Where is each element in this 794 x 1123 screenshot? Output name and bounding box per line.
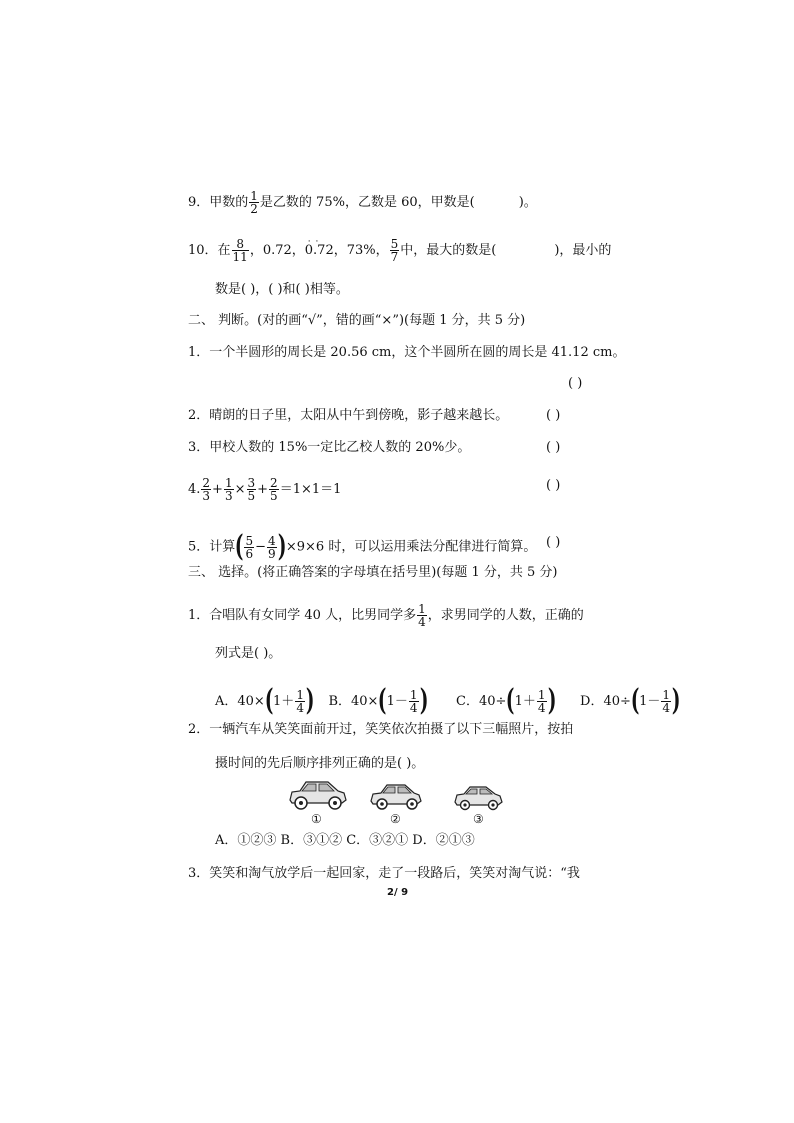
page-number: 2/ 9 bbox=[387, 887, 409, 898]
section-3-heading: 三、 选择。(将正确答案的字母填在括号里)(每题 1 分，共 5 分) bbox=[188, 565, 558, 580]
judge-item-3: 3．甲校人数的 15%一定比乙校人数的 20%少。 bbox=[188, 440, 471, 455]
option-b[interactable]: B．40×(1－ $\frac{1}{4}$ ) bbox=[328, 683, 428, 718]
fraction: $\frac{2}{3}$ bbox=[202, 476, 211, 503]
fraction: $\frac{4}{9}$ bbox=[268, 533, 276, 561]
fraction: $\frac{5}{6}$ bbox=[245, 533, 254, 561]
choice-q1-options bbox=[215, 683, 681, 718]
left-paren: ( bbox=[235, 529, 244, 564]
question-9: 9．甲数的 $\frac{1}{2}$ 是乙数的 75%，乙数是 60，甲数是( )。 bbox=[188, 189, 537, 216]
option-a[interactable]: A．40×(1＋ $\frac{1}{4}$ ) bbox=[215, 683, 315, 718]
fraction: $\frac{2}{5}$ bbox=[270, 476, 278, 503]
answer-paren[interactable]: ( ) bbox=[546, 535, 561, 550]
choice-q1: 1．合唱队有女同学 40 人，比男同学多 $\frac{1}{4}$ ，求男同学的人数，正确的 bbox=[188, 602, 584, 629]
option-d[interactable]: D．40÷(1－ $\frac{1}{4}$ ) bbox=[580, 683, 681, 718]
answer-paren[interactable]: ( ) bbox=[546, 408, 561, 423]
fraction: $\frac{1}{3}$ bbox=[224, 476, 233, 503]
judge-item-2: 2．晴朗的日子里，太阳从中午到傍晚，影子越来越长。 bbox=[188, 408, 509, 423]
choice-q2-line2: 摄时间的先后顺序排列正确的是( )。 bbox=[215, 756, 425, 771]
answer-paren[interactable]: ( ) bbox=[568, 376, 583, 391]
repeating-decimal: · · 0.72 bbox=[305, 243, 334, 259]
fraction: $\frac{8}{11}$ bbox=[232, 237, 248, 264]
fraction: $\frac{3}{5}$ bbox=[247, 476, 256, 503]
choice-q2-options[interactable]: A．①②③ B．③①② C．③②① D．②①③ bbox=[215, 833, 475, 848]
judge-item-4: 4. $\frac{2}{3}$ + $\frac{1}{3}$ × $\frac{3}{5}$ + $\frac{2}{5}$ ＝1×1＝1 bbox=[188, 476, 342, 503]
car-label-1: ① bbox=[311, 812, 322, 826]
car-photo-1 bbox=[286, 778, 348, 812]
right-paren: ) bbox=[277, 529, 287, 564]
section-2-heading: 二、 判断。(对的画“√”，错的画“×”)(每题 1 分，共 5 分) bbox=[188, 313, 526, 328]
question-10: 10．在 $\frac{8}{11}$ ，0.72，· · 0.72，73%， $\frac{5}{7}$ 中，最大的数是( )，最小的 bbox=[188, 238, 611, 263]
judge-item-1: 1．一个半圆形的周长是 20.56 cm，这个半圆所在圆的周长是 41.12 cm。 bbox=[188, 345, 626, 360]
choice-q2-line1: 2．一辆汽车从笑笑面前开过，笑笑依次拍摄了以下三幅照片，按拍 bbox=[188, 722, 574, 737]
choice-q1-line2: 列式是( )。 bbox=[215, 646, 282, 661]
question-10-line2: 数是( )，( )和( )相等。 bbox=[215, 282, 349, 297]
choice-q3-line1: 3．笑笑和淘气放学后一起回家，走了一段路后，笑笑对淘气说：“我 bbox=[188, 866, 580, 881]
judge-item-5: 5．计算( $\frac{5}{6}$ − $\frac{4}{9}$ )×9×6 时，可以运用乘法分配律进行简算。 bbox=[188, 529, 537, 564]
answer-paren[interactable]: ( ) bbox=[546, 478, 561, 493]
car-photo-2 bbox=[368, 782, 424, 812]
fraction: $\frac{1}{4}$ bbox=[418, 602, 426, 629]
fraction: $\frac{1}{2}$ bbox=[250, 189, 258, 216]
fraction: $\frac{5}{7}$ bbox=[390, 237, 399, 264]
car-label-2: ② bbox=[390, 812, 401, 826]
car-photo-3 bbox=[452, 784, 504, 812]
option-c[interactable]: C．40÷(1＋ $\frac{1}{4}$ ) bbox=[456, 683, 556, 718]
car-label-3: ③ bbox=[473, 812, 484, 826]
answer-paren[interactable]: ( ) bbox=[546, 440, 561, 455]
